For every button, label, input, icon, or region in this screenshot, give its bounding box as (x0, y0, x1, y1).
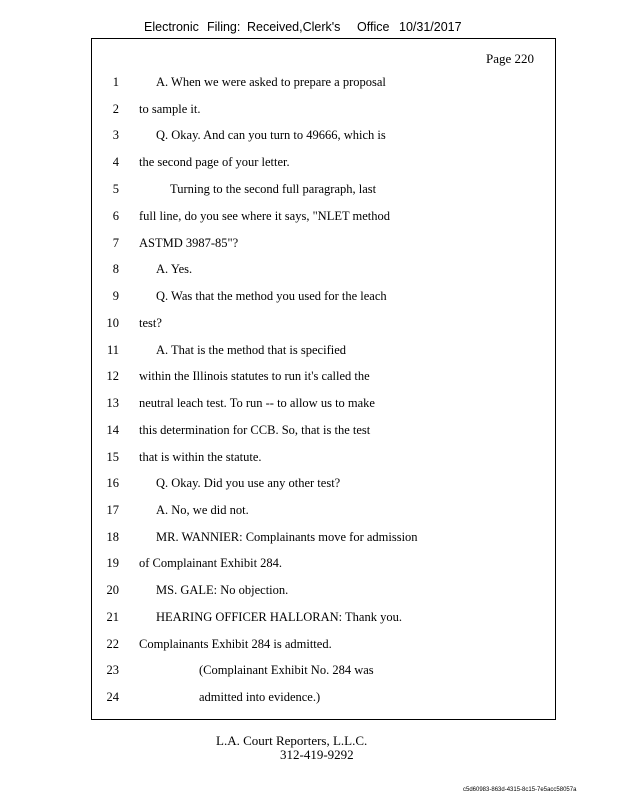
transcript-line (92, 583, 555, 603)
line-number: 22 (106, 637, 119, 651)
header-date: 10/31/2017 (399, 20, 462, 34)
line-number: 7 (112, 236, 119, 250)
transcript-line (92, 236, 555, 256)
transcript-line (92, 182, 555, 202)
header-word-received-clerks: Received,Clerk's (247, 20, 341, 34)
line-number: 8 (112, 262, 119, 276)
transcript-line (92, 102, 555, 122)
line-text: Q. Was that the method you used for the leach (156, 289, 387, 303)
line-text: ASTMD 3987-85"? (139, 236, 239, 250)
line-number: 20 (106, 583, 119, 597)
filing-stamp-header (0, 20, 618, 38)
line-text: test? (139, 316, 162, 330)
transcript-line (92, 75, 555, 95)
footer-phone: 312-419-9292 (280, 747, 354, 762)
transcript-line (92, 396, 555, 416)
line-text: the second page of your letter. (139, 155, 290, 169)
line-text: admitted into evidence.) (199, 690, 321, 704)
transcript-page-frame (91, 38, 556, 720)
line-number: 13 (106, 396, 119, 410)
line-text: Q. Okay. Did you use any other test? (156, 476, 341, 490)
transcript-line (92, 155, 555, 175)
line-text: this determination for CCB. So, that is the test (139, 423, 371, 437)
document-id: c5d60983-863d-4315-8c15-7e5acc58057a (463, 787, 577, 793)
line-text: A. That is the method that is specified (156, 343, 347, 357)
line-text: MR. WANNIER: Complainants move for admission (156, 530, 418, 544)
transcript-line (92, 637, 555, 657)
line-number: 2 (112, 102, 119, 116)
line-number: 16 (106, 476, 119, 490)
transcript-line (92, 209, 555, 229)
page-number: Page 220 (485, 51, 534, 66)
line-text: to sample it. (139, 102, 201, 116)
line-number: 21 (106, 610, 119, 624)
line-text: (Complainant Exhibit No. 284 was (199, 663, 374, 677)
line-number: 1 (112, 75, 119, 89)
line-number: 9 (112, 289, 119, 303)
transcript-line (92, 503, 555, 523)
transcript-line (92, 450, 555, 470)
transcript-line (92, 530, 555, 550)
line-text: that is within the statute. (139, 450, 262, 464)
transcript-line (92, 262, 555, 282)
line-number: 12 (106, 369, 119, 383)
line-number: 19 (106, 556, 119, 570)
header-word-filing: Filing: (207, 20, 241, 34)
transcript-line (92, 369, 555, 389)
line-number: 23 (106, 663, 119, 677)
transcript-line (92, 128, 555, 148)
transcript-line (92, 663, 555, 683)
line-number: 15 (106, 450, 119, 464)
footer-company: L.A. Court Reporters, L.L.C. (216, 733, 368, 748)
line-number: 14 (106, 423, 119, 437)
transcript-line (92, 316, 555, 336)
line-number: 5 (112, 182, 119, 196)
transcript-line (92, 556, 555, 576)
transcript-line (92, 423, 555, 443)
line-text: A. No, we did not. (156, 503, 249, 517)
transcript-line (92, 343, 555, 363)
header-word-electronic: Electronic (144, 20, 199, 34)
line-number: 3 (112, 128, 119, 142)
transcript-line (92, 690, 555, 710)
line-text: Turning to the second full paragraph, last (170, 182, 377, 196)
transcript-line (92, 610, 555, 630)
transcript-line (92, 289, 555, 309)
transcript-line (92, 476, 555, 496)
line-text: full line, do you see where it says, "NLET method (139, 209, 391, 223)
line-text: of Complainant Exhibit 284. (139, 556, 283, 570)
line-text: neutral leach test. To run -- to allow us to make (139, 396, 375, 410)
header-word-office: Office (357, 20, 390, 34)
line-number: 18 (106, 530, 119, 544)
line-text: Complainants Exhibit 284 is admitted. (139, 637, 332, 651)
line-text: A. Yes. (156, 262, 193, 276)
line-number: 24 (106, 690, 119, 704)
line-text: A. When we were asked to prepare a proposal (156, 75, 386, 89)
line-text: MS. GALE: No objection. (156, 583, 289, 597)
line-number: 17 (106, 503, 119, 517)
line-number: 10 (106, 316, 119, 330)
line-number: 4 (112, 155, 119, 169)
line-number: 6 (112, 209, 119, 223)
line-text: within the Illinois statutes to run it's called the (139, 369, 370, 383)
line-text: HEARING OFFICER HALLORAN: Thank you. (156, 610, 402, 624)
line-number: 11 (106, 343, 119, 357)
line-text: Q. Okay. And can you turn to 49666, which is (156, 128, 386, 142)
